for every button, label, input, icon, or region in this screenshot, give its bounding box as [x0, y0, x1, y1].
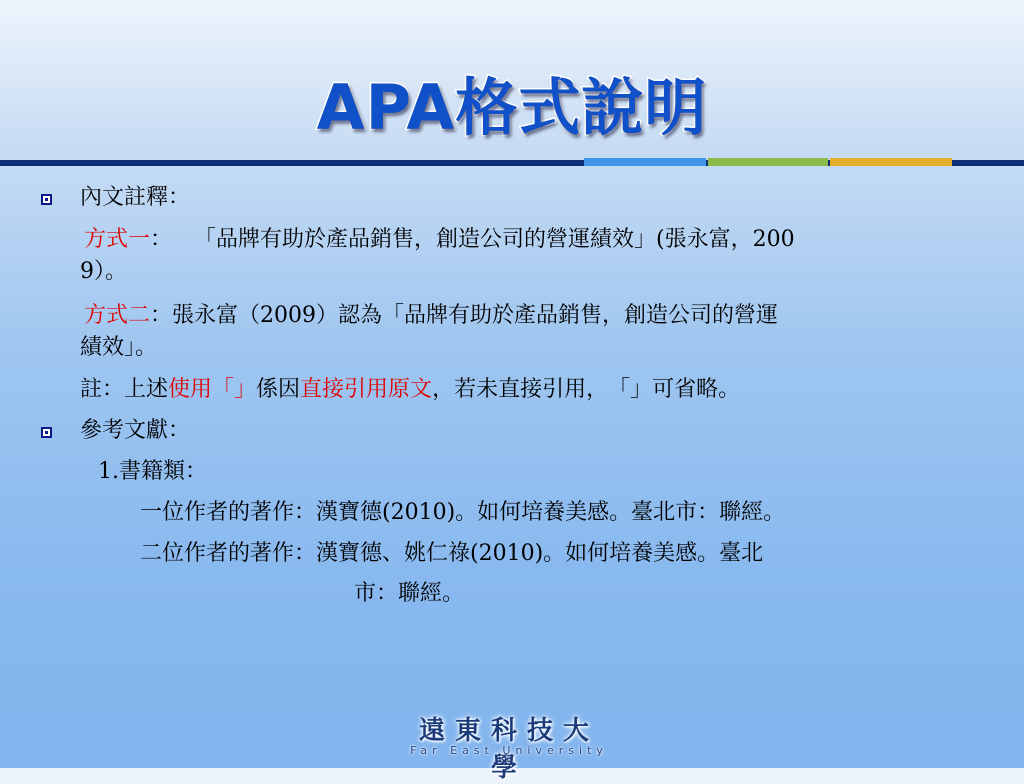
two-authors-continued: 市：聯經。 [354, 581, 465, 606]
method-one-continued: 9）。 [80, 259, 127, 284]
university-logo-name: 遠東科技大學 [418, 716, 599, 783]
book-category: 1.書籍類： [98, 459, 207, 484]
note-text-c: ，若未直接引用， 「」可省略。 [432, 377, 741, 402]
note-text-a: 註：上述 [80, 377, 169, 402]
divider-accent-gold [830, 158, 952, 166]
method-one-line [84, 226, 795, 254]
university-logo [402, 710, 616, 783]
slide-title: APA格式說明 [316, 71, 708, 144]
note-highlight-direct-quote: 直接引用原文 [300, 377, 433, 402]
divider-accent-blue [584, 158, 706, 166]
note-text-b: 係因 [256, 377, 301, 402]
method-two-text: ：張永富（2009）認為「品牌有助於產品銷售，創造公司的營運 [150, 303, 779, 328]
method-two-continued: 績效」。 [80, 335, 158, 360]
citation-note [80, 376, 740, 404]
single-author-example: 一位作者的著作：漢寶德(2010)。如何培養美感。臺北市：聯經。 [140, 500, 786, 525]
divider-accent-green [708, 158, 828, 166]
references-heading: 參考文獻： [80, 418, 191, 443]
method-one-label: 方式一 [84, 227, 151, 252]
bullet-icon [41, 194, 52, 205]
method-one-colon: ： [150, 227, 173, 252]
method-one-text: 「品牌有助於產品銷售，創造公司的營運績效」(張永富，200 [194, 227, 795, 252]
method-two-label: 方式二 [84, 303, 151, 328]
in-text-citation-heading: 內文註釋： [80, 185, 191, 210]
university-logo-english: Far East University [410, 744, 608, 757]
bullet-icon [41, 427, 52, 438]
note-highlight-quotes: 使用「」 [168, 377, 257, 402]
two-authors-example: 二位作者的著作：漢寶德、姚仁祿(2010)。如何培養美感。臺北 [140, 541, 764, 566]
method-two-line [84, 302, 778, 330]
